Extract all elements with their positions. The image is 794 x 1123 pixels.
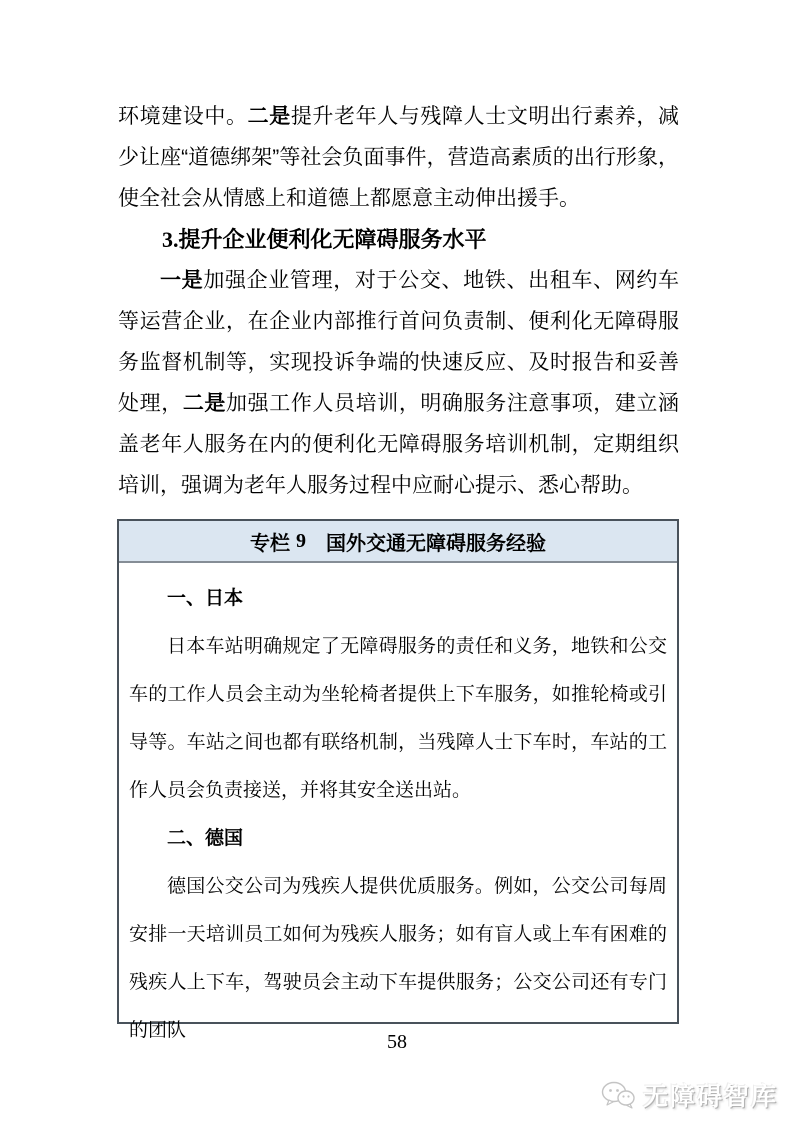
paragraph-text: 加强工作人员培训，明确服务注意事项，建立涵盖老年人服务在内的便利化无障碍服务培训机制，定期组织培训，强调为老年人服务过程中应耐心提示、悉心帮助。 [118, 392, 680, 497]
paragraph-environment [118, 96, 679, 219]
wechat-icon [601, 1081, 635, 1109]
paragraph-enterprise [118, 260, 679, 506]
column-label: 专栏 [250, 532, 290, 555]
watermark-text: 无障碍智库 [642, 1083, 778, 1111]
box-paragraph-japan: 日本车站明确规定了无障碍服务的责任和义务，地铁和公交车的工作人员会主动为坐轮椅者提供上下车服务，如推轮椅或引导等。车站之间也都有联络机制，当残障人士下车时，车站的工作人员会负责接送，并将其安全送出站。 [129, 636, 667, 801]
section-heading-3 [118, 219, 679, 260]
emphasis-yiShi: 一是 [160, 269, 204, 292]
paragraph-text: 加强企业管理，对于公交、地铁、出租车、网约车等运营企业，在企业内部推行首问负责制、便利化无障碍服务监督机制等，实现投诉争端的快速反应、及时报告和妥善处理， [118, 269, 680, 415]
body-text-block [118, 96, 679, 506]
page-number: 58 [387, 1031, 407, 1053]
box-section-heading-germany: 二、德国 [167, 828, 244, 849]
heading-number: 3. [162, 227, 179, 252]
column-box-9 [117, 519, 679, 1041]
watermark [601, 1077, 778, 1113]
heading-text: 提升企业便利化无障碍服务水平 [178, 227, 487, 252]
column-title: 国外交通无障碍服务经验 [326, 532, 546, 555]
emphasis-erShi: 二是 [182, 392, 227, 415]
box-paragraph-germany: 德国公交公司为残疾人提供优质服务。例如，公交公司每周安排一天培训员工如何为残疾人服务；如有盲人或上车有困难的残疾人上下车，驾驶员会主动下车提供服务；公交公司还有专门的团队 [129, 876, 667, 1041]
emphasis-erShi: 二是 [247, 105, 291, 128]
paragraph-text: 环境建设中。 [118, 105, 248, 128]
paragraph-text: 提升老年人与残障人士文明出行素养，减少让座“道德绑架”等社会负面事件，营造高素质的出行形象，使全社会从情感上和道德上都愿意主动伸出援手。 [118, 105, 680, 210]
column-number: 9 [296, 529, 306, 552]
box-section-heading-japan: 一、日本 [167, 588, 244, 609]
column-box-content [119, 563, 677, 1055]
column-box-header [119, 521, 677, 563]
